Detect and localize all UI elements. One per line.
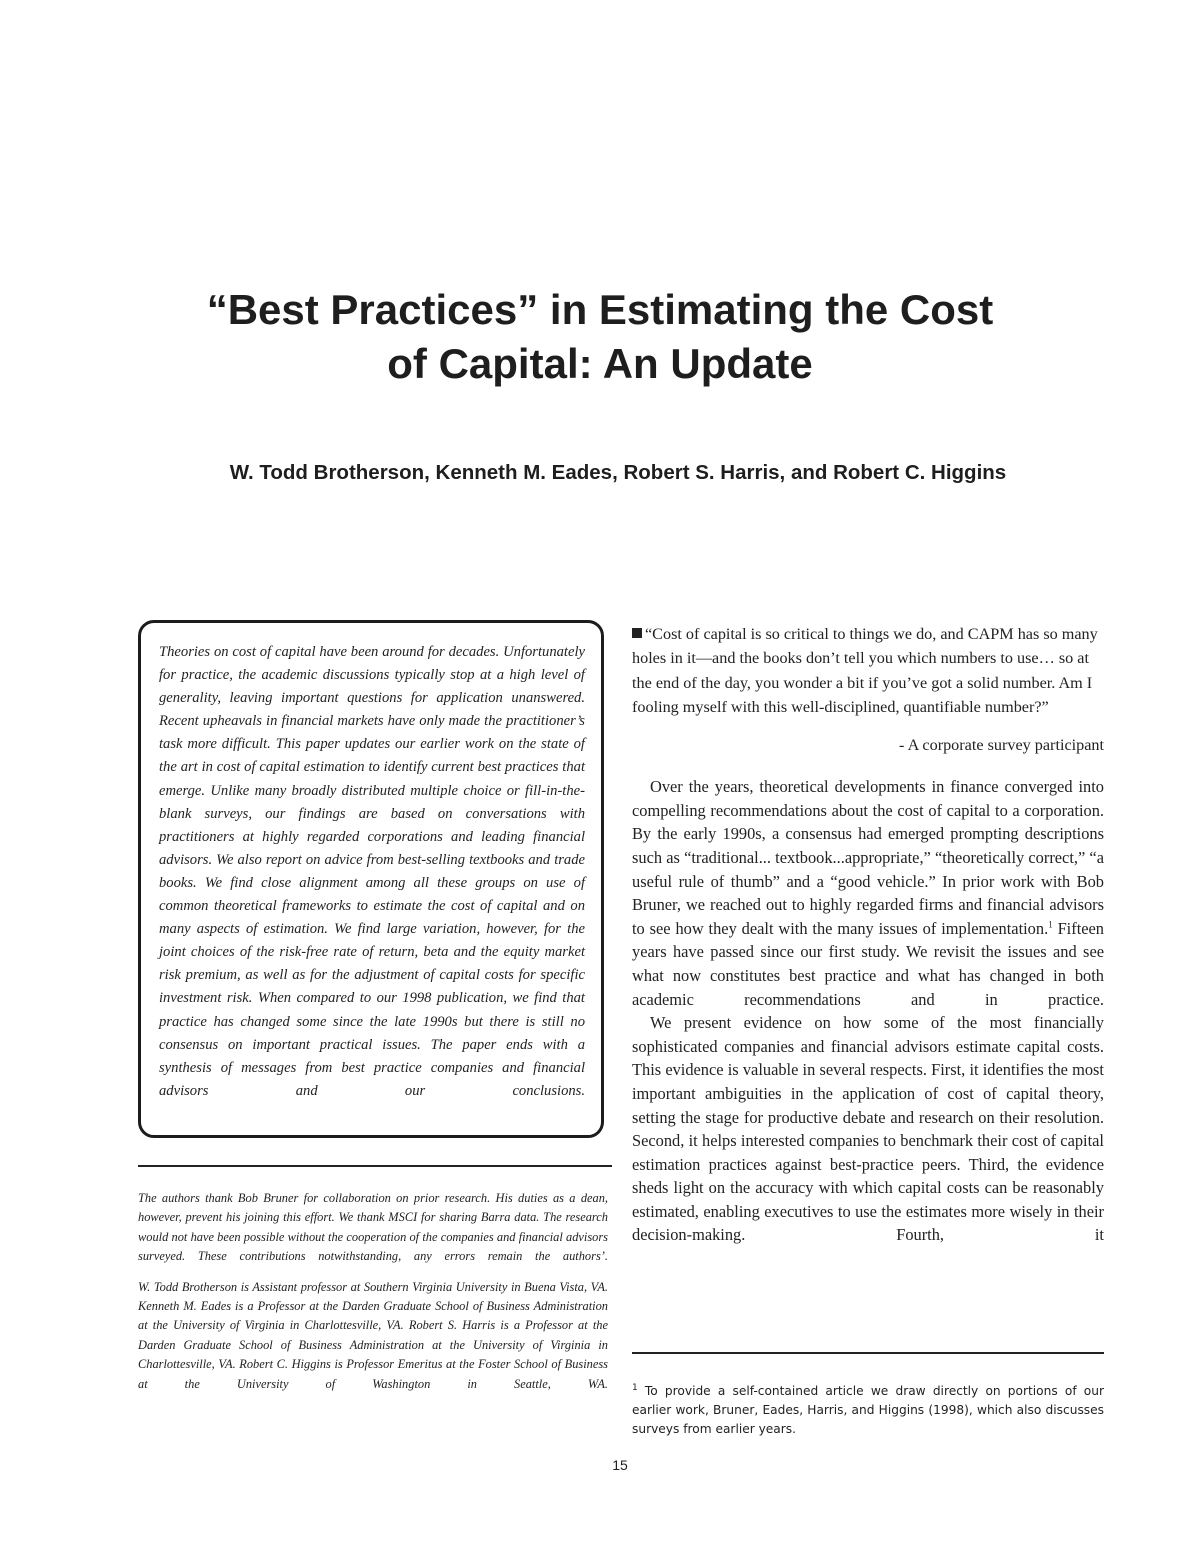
body-paragraph-2: We present evidence on how some of the most financially sophisticated companies and financial advisors estimate capital costs. This evidence is valuable in several respects. First, it identifies the most important ambiguities in the application of cost of capital theory, setting the stage for productive debate and research on their resolution. Second, it helps interested companies to benchmark their cost of capital estimation practices against best-practice peers. Third, the evidence sheds light on the accuracy with which capital costs can be reasonably estimated, enabling executives to use the estimates more wisely in their decision-making. Fourth, it <box>632 1013 1104 1245</box>
body-paragraph-1-continued: Fifteen years have passed since our first study. We revisit the issues and see what now constitutes best practice and what has changed in both academic recommendations and in practice. <box>632 918 1104 1009</box>
author-notes <box>138 1189 608 1405</box>
affiliations-note: W. Todd Brotherson is Assistant professor at Southern Virginia University in Buena Vista, VA. Kenneth M. Eades is a Professor at the Darden Graduate School of Business Administration at the University of Virginia in Charlottesville, VA. Robert S. Harris is a Professor at the Darden Graduate School of Business Administration at the University of Virginia in Charlottesville, VA. Robert C. Higgins is Professor Emeritus at the Foster School of Business at the University of Washington in Seattle, WA. <box>138 1279 608 1391</box>
footnote <box>632 1382 1104 1439</box>
abstract-text: Theories on cost of capital have been around for decades. Unfortunately for practice, the academic discussions typically stop at a high level of generality, leaving important questions for application unanswered. Recent upheavals in financial markets have only made the practitioner’s task more difficult. This paper updates our earlier work on the state of the art in cost of capital estimation to identify current best practices that emerge. Unlike many broadly distributed multiple choice or fill-in-the-blank surveys, our findings are based on conversations with practitioners at highly regarded corporations and leading financial advisors. We also report on advice from best-selling textbooks and trade books. We find close alignment among all these groups on use of common theoretical frameworks to estimate the cost of capital and on many aspects of estimation. We find large variation, however, for the joint choices of the risk-free rate of return, beta and the equity market risk premium, as well as for the adjustment of capital costs for specific investment risk. When compared to our 1998 publication, we find that practice has changed some since the late 1990s but there is still no consensus on important practical issues. The paper ends with a synthesis of messages from best practice companies and financial advisors and our conclusions. <box>159 644 585 1099</box>
author-list: W. Todd Brotherson, Kenneth M. Eades, Robert S. Harris, and Robert C. Higgins <box>229 461 1007 484</box>
acknowledgment-note: The authors thank Bob Bruner for collaboration on prior research. His duties as a dean, however, prevent his joining this effort. We thank MSCI for sharing Barra data. The research would not have been possible without the cooperation of the companies and financial advisors surveyed. These contributions notwithstanding, any errors remain the authors’. <box>138 1191 608 1264</box>
body-paragraph-1-text: Over the years, theoretical developments in finance converged into compelling recommendations about the cost of capital to a corporation. By the early 1990s, a consensus had emerged prompting descriptions such as “traditional... textbook...appropriate,” “theoretically correct,” “a useful rule of thumb” and a “good vehicle.” In prior work with Bob Bruner, we reached out to highly regarded firms and financial advisors to see how they dealt with the many issues of implementation. <box>632 777 1104 938</box>
footnote-number: 1 <box>632 1382 638 1393</box>
epigraph-attribution: - A corporate survey participant <box>899 736 1104 755</box>
body-paragraph-1 <box>632 775 1104 1011</box>
article-title <box>0 283 1200 391</box>
title-line-2: of Capital: An Update <box>387 340 813 387</box>
page-number: 15 <box>612 1457 628 1473</box>
left-column-rule <box>138 1165 612 1167</box>
right-column <box>632 622 1104 1247</box>
right-column-rule <box>632 1352 1104 1354</box>
abstract-box <box>138 620 604 1138</box>
footnote-reference[interactable]: 1 <box>1048 919 1053 930</box>
title-line-1: “Best Practices” in Estimating the Cost <box>206 286 994 333</box>
square-bullet-icon <box>632 628 642 638</box>
epigraph-quote <box>632 622 1104 719</box>
epigraph-text: “Cost of capital is so critical to things we do, and CAPM has so many holes in it—and the books don’t tell you which numbers to use… so at the end of the day, you wonder a bit if you’ve got a solid number. Am I fooling myself with this well-disciplined, quantifiable number?” <box>632 625 1098 716</box>
footnote-text: To provide a self-contained article we draw directly on portions of our earlier work, Bruner, Eades, Harris, and Higgins (1998), which also discusses surveys from earlier years. <box>632 1384 1104 1436</box>
